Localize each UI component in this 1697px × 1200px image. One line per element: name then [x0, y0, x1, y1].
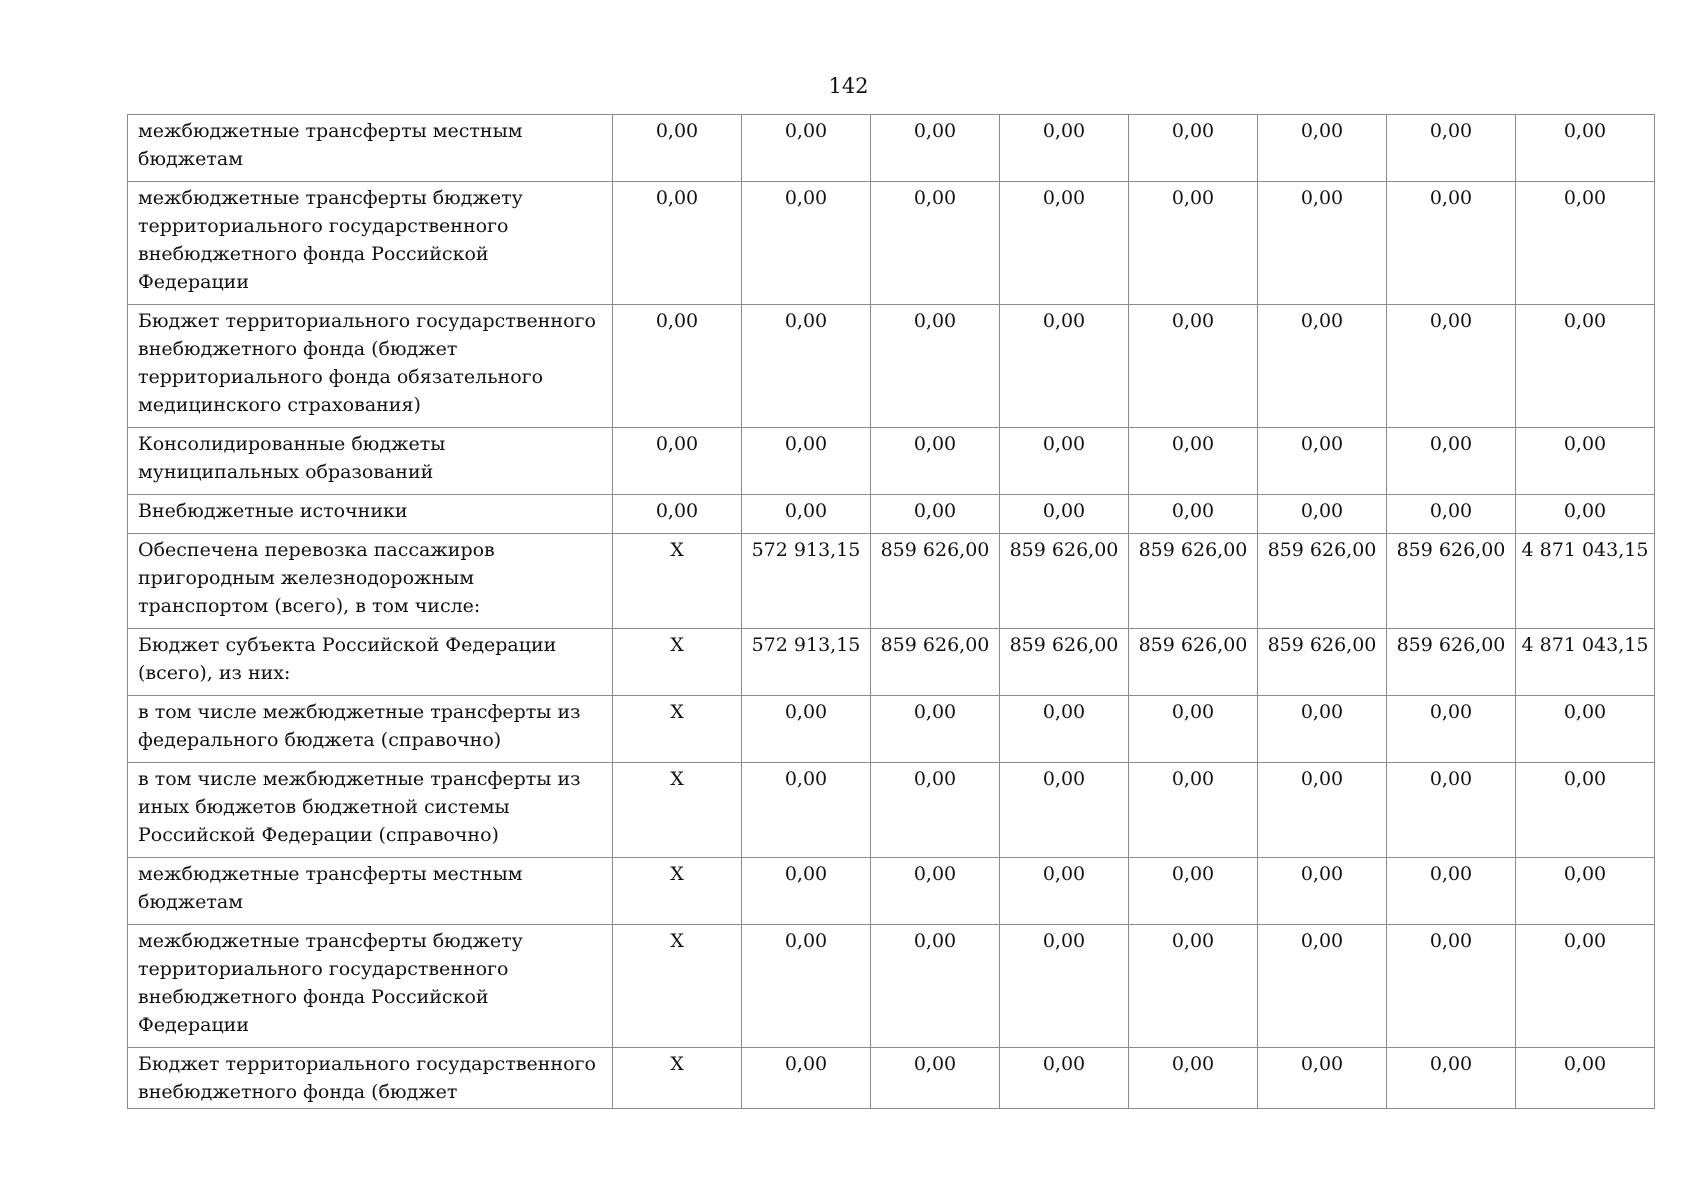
- value-cell: X: [613, 925, 742, 1048]
- value-cell: 0,00: [613, 428, 742, 495]
- value-cell: 0,00: [1000, 115, 1129, 182]
- value-cell: 0,00: [1258, 763, 1387, 858]
- value-cell: 0,00: [1387, 858, 1516, 925]
- value-cell: 0,00: [1258, 305, 1387, 428]
- table-row: [128, 1048, 1655, 1109]
- value-cell: 572 913,15: [742, 534, 871, 629]
- value-cell: 0,00: [742, 858, 871, 925]
- value-cell: X: [613, 629, 742, 696]
- row-label: в том числе межбюджетные трансферты из федерального бюджета (справочно): [128, 696, 613, 763]
- value-cell: 859 626,00: [1258, 534, 1387, 629]
- value-cell: 0,00: [1387, 1048, 1516, 1109]
- value-cell: 0,00: [1516, 115, 1655, 182]
- value-cell: 0,00: [1387, 115, 1516, 182]
- value-cell: 0,00: [1129, 925, 1258, 1048]
- value-cell: 0,00: [871, 858, 1000, 925]
- row-label: Бюджет территориального государственного внебюджетного фонда (бюджет: [128, 1048, 613, 1109]
- value-cell: 0,00: [1387, 696, 1516, 763]
- row-label: межбюджетные трансферты бюджету территориального государственного внебюджетного фонда Российской Федерации: [128, 925, 613, 1048]
- value-cell: 859 626,00: [1129, 629, 1258, 696]
- table-row: [128, 495, 1655, 534]
- table-row: [128, 428, 1655, 495]
- value-cell: 0,00: [742, 925, 871, 1048]
- value-cell: 0,00: [742, 115, 871, 182]
- value-cell: 859 626,00: [1258, 629, 1387, 696]
- page-number: 142: [828, 74, 869, 98]
- value-cell: 0,00: [613, 115, 742, 182]
- value-cell: 0,00: [871, 115, 1000, 182]
- value-cell: 572 913,15: [742, 629, 871, 696]
- row-label: Внебюджетные источники: [128, 495, 613, 534]
- budget-table: [127, 114, 1655, 1109]
- value-cell: 0,00: [1387, 495, 1516, 534]
- value-cell: 0,00: [1129, 495, 1258, 534]
- value-cell: 0,00: [1516, 305, 1655, 428]
- table-row: [128, 115, 1655, 182]
- value-cell: 0,00: [742, 305, 871, 428]
- value-cell: 0,00: [1516, 182, 1655, 305]
- value-cell: 0,00: [1258, 925, 1387, 1048]
- value-cell: 0,00: [742, 182, 871, 305]
- table-row: [128, 182, 1655, 305]
- value-cell: 0,00: [1129, 696, 1258, 763]
- value-cell: 0,00: [1000, 428, 1129, 495]
- value-cell: 0,00: [1258, 115, 1387, 182]
- value-cell: 0,00: [742, 763, 871, 858]
- value-cell: 0,00: [1387, 305, 1516, 428]
- value-cell: 0,00: [1000, 858, 1129, 925]
- value-cell: 0,00: [871, 763, 1000, 858]
- value-cell: 0,00: [1387, 428, 1516, 495]
- value-cell: 859 626,00: [1387, 629, 1516, 696]
- value-cell: X: [613, 534, 742, 629]
- table-row: [128, 534, 1655, 629]
- value-cell: 0,00: [1387, 925, 1516, 1048]
- value-cell: 0,00: [742, 428, 871, 495]
- value-cell: 0,00: [1000, 763, 1129, 858]
- value-cell: 0,00: [1387, 763, 1516, 858]
- table-row: [128, 763, 1655, 858]
- value-cell: 0,00: [1000, 925, 1129, 1048]
- value-cell: 0,00: [1258, 1048, 1387, 1109]
- row-label: Обеспечена перевозка пассажиров пригородным железнодорожным транспортом (всего), в том числе:: [128, 534, 613, 629]
- value-cell: 0,00: [871, 696, 1000, 763]
- value-cell: 859 626,00: [1129, 534, 1258, 629]
- table-row: [128, 858, 1655, 925]
- value-cell: 0,00: [1000, 1048, 1129, 1109]
- value-cell: 0,00: [1516, 763, 1655, 858]
- value-cell: 0,00: [1516, 696, 1655, 763]
- value-cell: 0,00: [1516, 495, 1655, 534]
- row-label: межбюджетные трансферты бюджету территориального государственного внебюджетного фонда Российской Федерации: [128, 182, 613, 305]
- value-cell: 0,00: [742, 495, 871, 534]
- value-cell: 0,00: [1000, 305, 1129, 428]
- value-cell: 0,00: [871, 925, 1000, 1048]
- value-cell: 0,00: [1129, 305, 1258, 428]
- table-body: [128, 115, 1655, 1109]
- value-cell: 0,00: [742, 1048, 871, 1109]
- value-cell: X: [613, 1048, 742, 1109]
- value-cell: 0,00: [1258, 858, 1387, 925]
- value-cell: 0,00: [1129, 182, 1258, 305]
- value-cell: 0,00: [1258, 696, 1387, 763]
- table-row: [128, 305, 1655, 428]
- value-cell: 0,00: [871, 495, 1000, 534]
- value-cell: 859 626,00: [1000, 534, 1129, 629]
- row-label: межбюджетные трансферты местным бюджетам: [128, 115, 613, 182]
- value-cell: 4 871 043,15: [1516, 629, 1655, 696]
- row-label: Бюджет субъекта Российской Федерации (всего), из них:: [128, 629, 613, 696]
- value-cell: 0,00: [1516, 925, 1655, 1048]
- value-cell: 859 626,00: [1000, 629, 1129, 696]
- value-cell: 859 626,00: [871, 534, 1000, 629]
- value-cell: 0,00: [1129, 858, 1258, 925]
- value-cell: 0,00: [1516, 428, 1655, 495]
- value-cell: 0,00: [1000, 182, 1129, 305]
- value-cell: 4 871 043,15: [1516, 534, 1655, 629]
- row-label: межбюджетные трансферты местным бюджетам: [128, 858, 613, 925]
- table-row: [128, 629, 1655, 696]
- value-cell: 0,00: [871, 305, 1000, 428]
- value-cell: 0,00: [1129, 115, 1258, 182]
- value-cell: 0,00: [613, 305, 742, 428]
- value-cell: 0,00: [1258, 428, 1387, 495]
- value-cell: 0,00: [1516, 1048, 1655, 1109]
- value-cell: 0,00: [871, 1048, 1000, 1109]
- value-cell: 859 626,00: [1387, 534, 1516, 629]
- value-cell: 0,00: [1258, 182, 1387, 305]
- value-cell: 859 626,00: [871, 629, 1000, 696]
- value-cell: 0,00: [871, 182, 1000, 305]
- value-cell: 0,00: [1129, 1048, 1258, 1109]
- value-cell: 0,00: [613, 495, 742, 534]
- row-label: Бюджет территориального государственного внебюджетного фонда (бюджет территориального фонда обязательного медицинского страхования): [128, 305, 613, 428]
- value-cell: 0,00: [1129, 763, 1258, 858]
- value-cell: X: [613, 696, 742, 763]
- value-cell: 0,00: [1258, 495, 1387, 534]
- value-cell: X: [613, 858, 742, 925]
- value-cell: 0,00: [742, 696, 871, 763]
- row-label: в том числе межбюджетные трансферты из иных бюджетов бюджетной системы Российской Федерации (справочно): [128, 763, 613, 858]
- value-cell: 0,00: [1516, 858, 1655, 925]
- row-label: Консолидированные бюджеты муниципальных образований: [128, 428, 613, 495]
- value-cell: 0,00: [1387, 182, 1516, 305]
- value-cell: 0,00: [1000, 696, 1129, 763]
- value-cell: 0,00: [1129, 428, 1258, 495]
- table-row: [128, 925, 1655, 1048]
- value-cell: 0,00: [613, 182, 742, 305]
- value-cell: 0,00: [1000, 495, 1129, 534]
- table-row: [128, 696, 1655, 763]
- value-cell: X: [613, 763, 742, 858]
- value-cell: 0,00: [871, 428, 1000, 495]
